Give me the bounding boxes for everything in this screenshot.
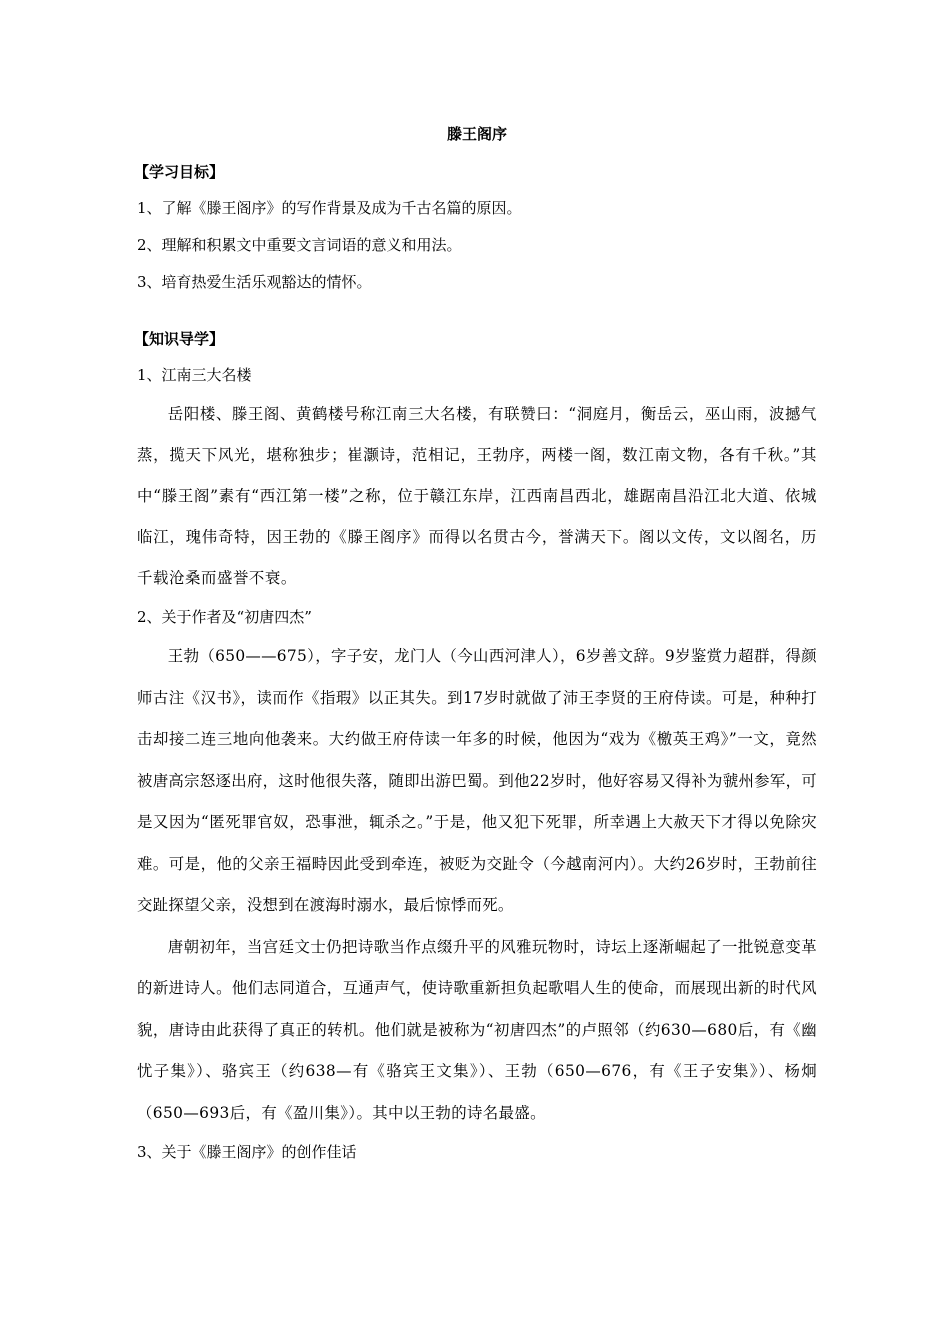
section-gap — [137, 301, 817, 321]
objective-item-2: 2、理解和积累文中重要文言词语的意义和用法。 — [137, 236, 462, 254]
section-2-title: 2、关于作者及“初唐四杰” — [137, 608, 312, 626]
section-1-paragraph: 岳阳楼、滕王阁、黄鹤楼号称江南三大名楼，有联赞曰：“洞庭月，衡岳云，巫山雨，波撼气蒸，揽天下风光，堪称独步；崔灏诗，范相记，王勃序，两楼一阁，数江南文物，各有千秋。”其中“滕王阁”素有“西江第一楼”之称，位于赣江东岸，江西南昌西北，雄踞南昌沿江北大道、依城临江，瑰伟奇特，因王勃的《滕王阁序》而得以名贯古今，誉满天下。阁以文传，文以阁名，历千载沧桑而盛誉不衰。 — [137, 405, 817, 587]
objectives-heading: 【学习目标】 — [134, 163, 225, 181]
guide-heading: 【知识导学】 — [134, 330, 225, 348]
objective-item-3: 3、培育热爱生活乐观豁达的情怀。 — [137, 273, 372, 291]
document-title: 滕王阁序 — [446, 125, 507, 143]
section-1-title: 1、江南三大名楼 — [137, 366, 252, 384]
document-page — [134, 120, 817, 1171]
section-2-paragraph-1: 王勃（650——675），字子安，龙门人（今山西河津人），6岁善文辞。9岁鉴赏力超群，得颜师古注《汉书》，读而作《指瑕》以正其失。到17岁时就做了沛王李贤的王府侍读。可是，种种打击却接二连三地向他袭来。大约做王府侍读一年多的时候，他因为“戏为《檄英王鸡》”一文，竟然被唐高宗怒逐出府，这时他很失落，随即出游巴蜀。到他22岁时，他好容易又得补为虢州参军，可是又因为“匿死罪官奴，恐事泄，辄杀之。”于是，他又犯下死罪，所幸遇上大赦天下才得以免除灾难。可是，他的父亲王福畤因此受到牵连，被贬为交趾令（今越南河内）。大约26岁时，王勃前往交趾探望父亲，没想到在渡海时溺水，最后惊悸而死。 — [137, 647, 817, 914]
section-3-title: 3、关于《滕王阁序》的创作佳话 — [137, 1143, 357, 1161]
objective-item-1: 1、了解《滕王阁序》的写作背景及成为千古名篇的原因。 — [137, 199, 522, 217]
section-2-paragraph-2: 唐朝初年，当宫廷文士仍把诗歌当作点缀升平的风雅玩物时，诗坛上逐渐崛起了一批锐意变革的新进诗人。他们志同道合，互通声气，使诗歌重新担负起歌唱人生的使命，而展现出新的时代风貌，唐诗由此获得了真正的转机。他们就是被称为“初唐四杰”的卢照邻（约630—680后，有《幽忧子集》）、骆宾王（约638—有《骆宾王文集》）、王勃（650—676，有《王子安集》）、杨炯（650—693后，有《盈川集》）。其中以王勃的诗名最盛。 — [137, 937, 817, 1122]
